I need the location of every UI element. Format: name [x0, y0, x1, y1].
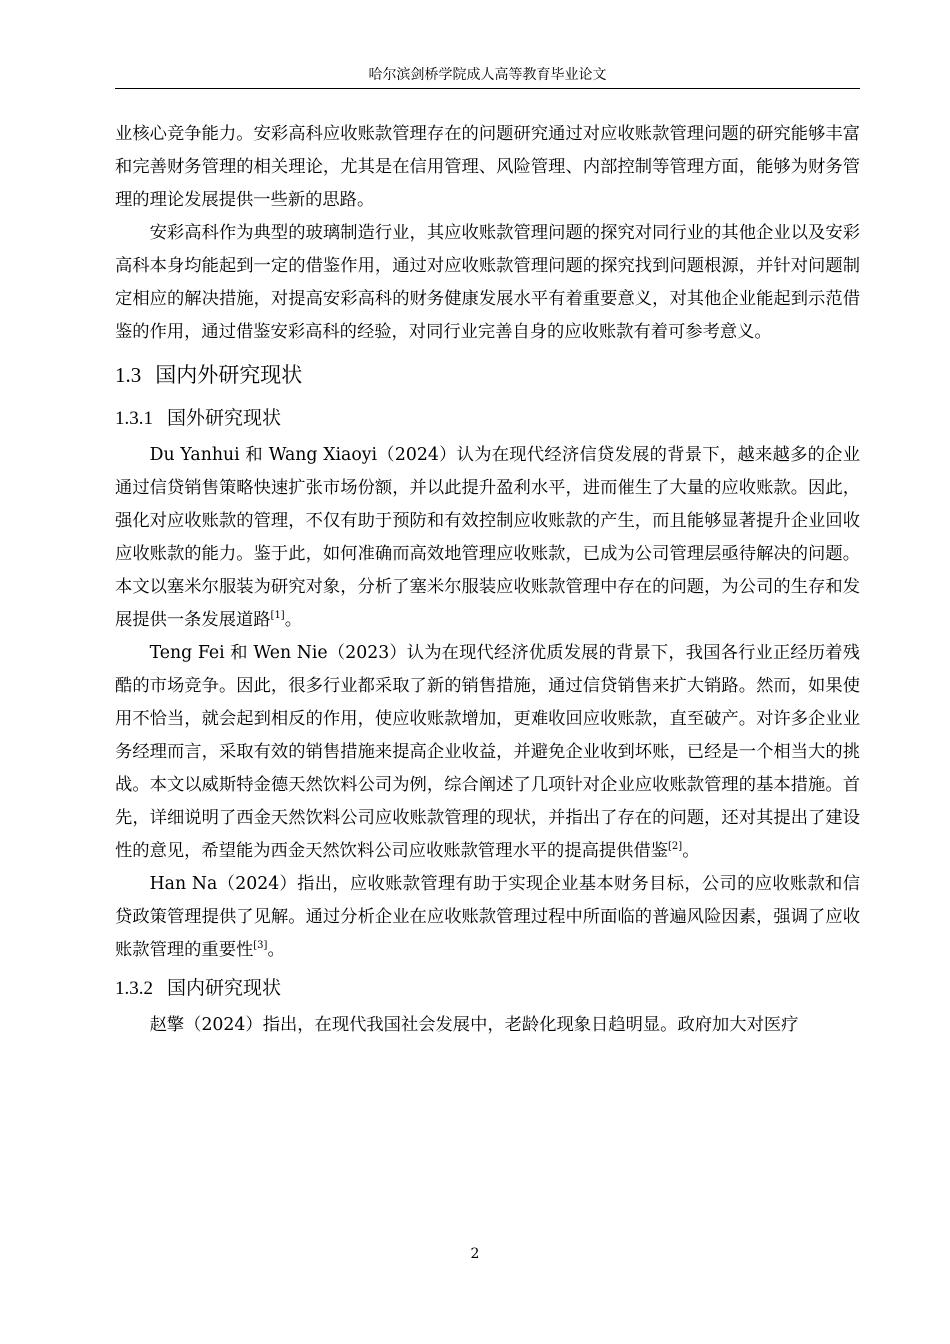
subsection-number: 1.3.1	[115, 408, 153, 429]
subsection-number: 1.3.2	[115, 978, 153, 999]
paragraph-significance: 安彩高科作为典型的玻璃制造行业，其应收账款管理问题的探究对同行业的其他企业以及安彩高科本身均能起到一定的借鉴作用，通过对应收账款管理问题的探究找到问题根源，并针对问题制定相应的解决措施，对提高安彩高科的财务健康发展水平有着重要意义，对其他企业能起到示范借鉴的作用，通过借鉴安彩高科的经验，对同行业完善自身的应收账款有着可参考意义。	[115, 223, 860, 342]
subsection-title: 国内研究现状	[167, 977, 282, 999]
page-header: 哈尔滨剑桥学院成人高等教育毕业论文	[115, 66, 860, 89]
paragraph-teng-fei	[115, 637, 860, 868]
section-title: 国内外研究现状	[155, 363, 303, 387]
subsection-heading-1-3-1	[115, 397, 860, 439]
citation-ref: [2]	[668, 841, 683, 853]
paragraph-text: Han Na（2024）指出，应收账款管理有助于实现企业基本财务目标，公司的应收账款和信贷政策管理提供了见解。通过分析企业在应收账款管理过程中所面临的普遍风险因素，强调了应收账款管理的重要性	[115, 874, 860, 960]
paragraph-text: Du Yanhui 和 Wang Xiaoyi（2024）认为在现代经济信贷发展的背景下，越来越多的企业通过信贷销售策略快速扩张市场份额，并以此提升盈利水平，进而催生了大量的应收账款。因此，强化对应收账款的管理，不仅有助于预防和有效控制应收账款的产生，而且能够显著提升企业回收应收账款的能力。鉴于此，如何准确而高效地管理应收账款，已成为公司管理层亟待解决的问题。本文以塞米尔服装为研究对象，分析了塞米尔服装应收账款管理中存在的问题，为公司的生存和发展提供一条发展道路	[115, 445, 860, 630]
paragraph-end: 。	[682, 841, 700, 861]
paragraph-end: 。	[284, 610, 303, 630]
paragraph-du-yanhui	[115, 439, 860, 637]
subsection-title: 国外研究现状	[167, 407, 282, 429]
section-number: 1.3	[115, 363, 142, 387]
section-heading-1-3	[115, 353, 860, 397]
paragraph-han-na	[115, 868, 860, 967]
paragraph-zhao-qing: 赵擎（2024）指出，在现代我国社会发展中，老龄化现象日趋明显。政府加大对医疗	[149, 1015, 799, 1035]
page-body	[115, 118, 860, 1042]
citation-ref: [3]	[253, 940, 268, 952]
citation-ref: [1]	[270, 610, 285, 622]
page-number: 2	[470, 1246, 480, 1262]
paragraph-continuation: 业核心竞争能力。安彩高科应收账款管理存在的问题研究通过对应收账款管理问题的研究能够丰富和完善财务管理的相关理论，尤其是在信用管理、风险管理、内部控制等管理方面，能够为财务管理的理论发展提供一些新的思路。	[115, 124, 860, 210]
paragraph-end: 。	[267, 940, 285, 960]
subsection-heading-1-3-2	[115, 967, 860, 1009]
paragraph-text: Teng Fei 和 Wen Nie（2023）认为在现代经济优质发展的背景下，我国各行业正经历着残酷的市场竞争。因此，很多行业都采取了新的销售措施，通过信贷销售来扩大销路。然而，如果使用不恰当，就会起到相反的作用，使应收账款增加，更难收回应收账款，直至破产。对许多企业业务经理而言，采取有效的销售措施来提高企业收益，并避免企业收到坏账，已经是一个相当大的挑战。本文以威斯特金德天然饮料公司为例，综合阐述了几项针对企业应收账款管理的基本措施。首先，详细说明了西金天然饮料公司应收账款管理的现状，并指出了存在的问题，还对其提出了建设性的意见，希望能为西金天然饮料公司应收账款管理水平的提高提供借鉴	[115, 643, 860, 861]
